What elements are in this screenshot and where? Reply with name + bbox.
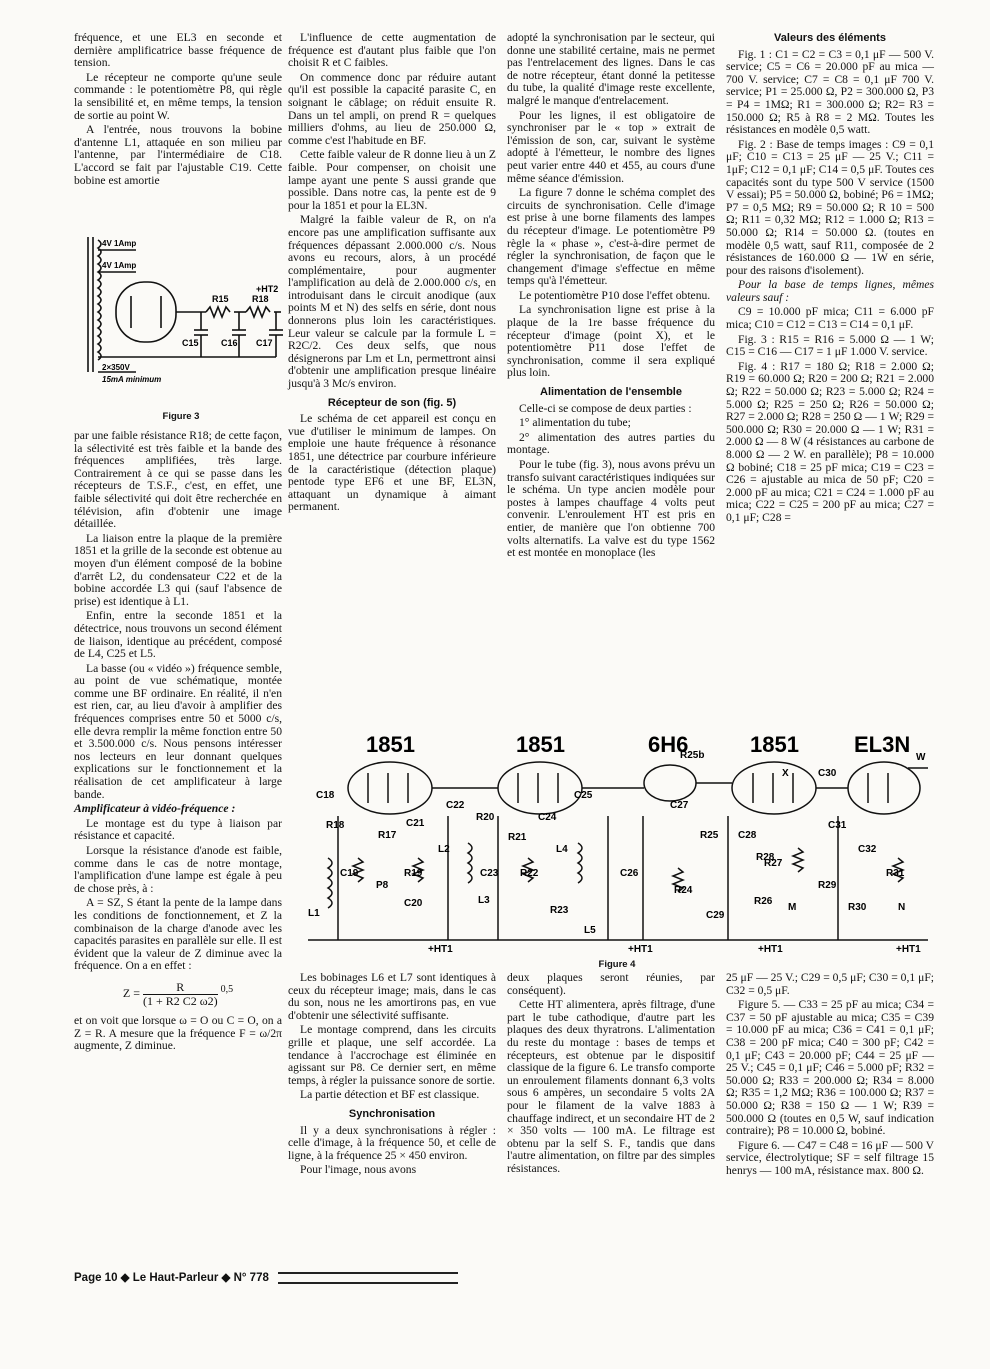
paragraph: adopté la synchronisation par le secteur, qui donne une stabilité certaine, mais ne permet pas l'entrelacement des lignes. Dans le cas de notre récepteur, étant donné la petitesse du tube, la qualité d'image reste excellente, malgré le manque d'entrelacement. <box>507 31 715 107</box>
paragraph: Fig. 1 : C1 = C2 = C3 = 0,1 μF — 500 V. service; C5 = C6 = 20.000 pF au mica — 700 V. service; C7 = C8 = 0,1 μF 700 V. service; P1 = 25.000 Ω, P2 = 300.000 Ω, P3 = P4 = 1MΩ; R1 = 300.000 Ω; R2= R3 = 150.000 Ω; R5 à R8 = 2 MΩ. Toutes les résistances en modèle 0,5 watt. <box>726 47 934 137</box>
paragraph: par une faible résistance R18; de cette façon, la sélectivité est très faible et la bande des fréquences amplifiées, très large. Contrairement à ce qui se passe dans les récepteurs de T.S.F., c'est, en effet, une faible sélectivité qui doit être recherchée en télévision, afin d'obtenir une image détaillée. <box>74 429 282 531</box>
label: 4V 1Amp <box>102 261 137 270</box>
label: +HT1 <box>428 944 453 954</box>
paragraph: Le montage est du type à liaison par résistance et capacité. <box>74 816 282 843</box>
paragraph: A l'entrée, nous trouvons la bobine d'antenne L1, attaquée en son milieu par l'antenne, par l'intermédiaire de C18. L'accord se fait par l'ajustable C19. Cette bobine est amortie <box>74 123 282 187</box>
paragraph: C9 = 10.000 pF mica; C11 = 6.000 pF mica; C10 = C12 = C13 = C14 = 0,1 μF. <box>726 305 934 332</box>
label: R19 <box>404 868 423 879</box>
label: R20 <box>476 812 495 823</box>
label: R29 <box>818 880 837 891</box>
label: R21 <box>508 832 527 843</box>
label: C20 <box>404 898 423 909</box>
section-heading: Alimentation de l'ensemble <box>540 386 682 399</box>
label: W <box>916 752 926 763</box>
figure-3 <box>76 232 286 422</box>
label: C23 <box>480 868 499 879</box>
label: R18 <box>252 294 269 304</box>
label: N <box>898 902 906 913</box>
paragraph: Malgré la faible valeur de R, on n'a encore pas une amplification suffisante aux fréquences dépassant 2.000.000 c/s. Nous avons eu recours, alors, à un procédé complémentaire, pour augmenter l'amplification au delà de 2.000.000 c/s, en introduisant dans le circuit anodique (aux points M et N) des selfs en série, dont nous donnerons plus loin les caractéristiques. Leur valeur se calcule par la formule L = R2C/2. Ces deux selfs, que nous désignerons par Lm et Ln, permettront ainsi d'obtenir une amplification presque linéaire jusqu'à 3 Mc/s environ. <box>288 213 496 391</box>
label: R15 <box>212 294 229 304</box>
label: R30 <box>848 902 867 913</box>
paragraph: Fig. 2 : Base de temps images : C9 = 0,1 μF; C10 = C13 = 25 μF — 25 V.; C11 = 1μF; C12 = 0,1 μF; C14 = 0,5 μF. Toutes ces capacités sont du type 500 V service (1500 V essai); P5 = 50.000 Ω, bobiné; P6 = 1MΩ; P7 = 0,5 MΩ; R9 = 50.000 Ω; R 10 = 500 Ω; R11 = 0,32 MΩ; R12 = 1.000 Ω; R13 = 50.000 Ω; R14 = 50.000 Ω. (toutes en modèle 0,5 watt, sauf R11, composée de 2 résistances de 160.000 Ω — 1W en série, pour des raisons d'isolement). <box>726 137 934 277</box>
paragraph: fréquence, et une EL3 en seconde et dernière amplificatrice basse fréquence de tension. <box>74 31 282 70</box>
formula <box>74 981 282 1007</box>
label: C19 <box>340 868 359 879</box>
paragraph: Les bobinages L6 et L7 sont identiques à ceux du récepteur image; mais, dans le cas du son, nous ne les amortirons pas, en vue d'obtenir une sélectivité suffisante. <box>288 971 496 1022</box>
paragraph: A = SZ, S étant la pente de la lampe dans les conditions de fonctionnement, et Z la combinaison de la charge d'anode avec les capacités parasites en parallèle sur elle. Il est évident que la valeur de Z diminue avec la fréquence. On a en effet : <box>74 896 282 973</box>
label: M <box>788 902 797 913</box>
paragraph: et on voit que lorsque ω = O ou C = O, on a Z = R. A mesure que la fréquence F = ω/2π augmente, Z diminue. <box>74 1014 282 1053</box>
section-heading: Synchronisation <box>348 1107 436 1120</box>
paragraph: Le schéma de cet appareil est conçu en vue d'utiliser le minimum de lampes. On emploie une haute fréquence à résonance 1851, une détectrice par courbure inférieure de la caractéristique (détection plaque) pentode type EF6 et une BF, EL3N, attaquant un dynamique à aimant permanent. <box>288 412 496 514</box>
label: C31 <box>828 820 847 831</box>
col3-top <box>507 32 715 562</box>
label: R31 <box>886 868 905 879</box>
paragraph: Il y a deux synchronisations à régler : celle d'image, à la fréquence 50, et celle de ligne, à la fréquence 25 × 450 environ. <box>288 1123 496 1162</box>
label: P8 <box>376 880 389 891</box>
tube-label: 1851 <box>750 732 799 757</box>
label: C29 <box>706 910 725 921</box>
label: R25b <box>680 750 705 761</box>
paragraph: La synchronisation ligne est prise à la plaque de la 1re basse fréquence du récepteur d'image (point X), et le potentiomètre P11 dose l'effet de synchronisation, comme il sera expliqué plus loin. <box>507 303 715 380</box>
col2-bottom <box>288 972 496 1179</box>
label: L1 <box>308 908 320 919</box>
paragraph: Le récepteur ne comporte qu'une seule commande : le potentiomètre P8, qui règle la sensibilité et, en même temps, la tension de sortie au point W. <box>74 70 282 122</box>
figure-4 <box>298 728 936 970</box>
figure-3-schematic <box>76 232 286 402</box>
paragraph: Pour l'image, nous avons <box>300 1163 417 1177</box>
label: L2 <box>438 844 450 855</box>
label: C26 <box>620 868 639 879</box>
label: L4 <box>556 844 568 855</box>
label: R24 <box>674 885 693 896</box>
label: C18 <box>316 790 335 801</box>
paragraph: Enfin, entre la seconde 1851 et la détectrice, nous trouvons un second élément de liaison, identique au précédent, composé de L4, C25 et L5. <box>74 609 282 661</box>
label: L5 <box>584 925 596 936</box>
label: 4V 1Amp <box>102 239 137 248</box>
col1-bottom <box>74 430 282 1055</box>
footer-text: Page 10 ◆ Le Haut-Parleur ◆ N° 778 <box>74 1272 269 1284</box>
paragraph: Cette faible valeur de R donne lieu à un Z faible. Pour compenser, on choisit une lampe ayant une pente S aussi grande que possible. Dans notre cas, la pente est de 9 pour la 1851 et pour la EL3N. <box>288 148 496 212</box>
paragraph: Fig. 4 : R17 = 180 Ω; R18 = 2.000 Ω; R19 = 60.000 Ω; R20 = 200 Ω; R21 = 2.000 Ω; R22 = 50.000 Ω; R23 = 5.000 Ω; R24 = 5.000 Ω; R25 = 250 Ω; R26 = 50.000 Ω; R27 = 2.000 Ω; R28 = 250 Ω — 1 W; R29 = 500.000 Ω; R30 = 20.000 Ω — 1 W; R31 = 2.000 Ω — 8 W (4 résistances au carbone de 8.000 Ω — 2 W. en parallèle); P8 = 10.000 Ω bobiné; C18 = 25 pF mica; C19 = C23 = C26 = ajustable au mica de 50 pF; C20 = 2.000 pF au mica; C21 = C24 = 1.000 pF au mica; C22 = C25 = 200 pF au mica; C27 = 0,1 μF; C28 = <box>726 359 934 524</box>
label: C28 <box>738 830 757 841</box>
paragraph: Fig. 3 : R15 = R16 = 5.000 Ω — 1 W; C15 = C16 — C17 = 1 μF 1.000 V. service. <box>726 332 934 359</box>
col3-bottom <box>507 972 715 1178</box>
col1-top <box>74 32 282 189</box>
paragraph: Pour la base de temps lignes, mêmes valeurs sauf : <box>726 278 934 304</box>
label: X <box>782 768 789 779</box>
formula-denominator: (1 + R2 C2 ω2) <box>142 993 218 1008</box>
footer-rule <box>278 1272 458 1284</box>
paragraph: Figure 5. — C33 = 25 pF au mica; C34 = C37 = 50 pF ajustable au mica; C35 = C39 = 10.000 pF au mica; C36 = C41 = 0,1 μF; C38 = 200 pF mica; C40 = 300 pF; C42 = 0,1 μF; C43 = 20.000 pF; C44 = 25 μF — 25 V.; C45 = 0,1 μF; C46 = 5.000 pF; R32 = 50.000 Ω; R33 = 200.000 Ω; R34 = 8.000 Ω; R35 = 1,2 MΩ; R36 = 100.000 Ω; R37 = 50.000 Ω; R38 = 150 Ω — 1 W; R39 = 500.000 Ω (toutes en 0,5 W, sauf indication contraire); P8 = 10.000 Ω, bobiné. <box>726 998 934 1138</box>
label: C25 <box>574 790 593 801</box>
label: R28 <box>756 852 775 863</box>
paragraph: deux plaques seront réunies, par conséquent). <box>507 971 715 997</box>
col4-top <box>726 32 934 527</box>
label: C17 <box>256 338 273 348</box>
label: +HT1 <box>628 944 653 954</box>
figure-4-schematic <box>298 728 936 954</box>
paragraph: L'influence de cette augmentation de fréquence est d'autant plus faible que l'on choisit R et C faibles. <box>288 31 496 70</box>
paragraph: La liaison entre la plaque de la première 1851 et la grille de la seconde est obtenue au moyen d'un élément composé de la bobine d'arrêt L2, du condensateur C22 et de la bobine accordée L3 qui (sauf l'absence de prise) est identique à L1. <box>74 531 282 608</box>
paragraph: Cette HT alimentera, après filtrage, d'une part le tube cathodique, d'autre part les plaques des deux thyratrons. L'alimentation du reste du montage : bases de temps et récepteurs, est obtenue par le dispositif classique de la figure 6. Le transfo comporte un enroulement filaments donnant 6,3 volts sous 6 ampères, un secondaire 5 volts 2A pour le filament de la valve 1883 à chauffage indirect, et un secondaire HT de 2 × 350 volts — 100 mA. Le filtrage est obtenu par la self S. F., tandis que dans l'autre alimentation, on filtre par des simples résistances. <box>507 998 715 1175</box>
paragraph: Pour les lignes, il est obligatoire de synchroniser par le « top » extrait de l'émission de son, car, suivant le système adopté à l'émetteur, le nombre des lignes peut varier entre 440 et 455, au cours d'une même séance d'émission. <box>507 108 715 185</box>
page-footer <box>74 1270 934 1284</box>
tube-label: 1851 <box>516 732 565 757</box>
paragraph: Lorsque la résistance d'anode est faible, comme dans le cas de notre montage, l'amplification d'une lampe est égale à peu de chose près, à : <box>74 844 282 895</box>
label: 2×350V <box>102 363 130 372</box>
tube-label: 6H6 <box>648 732 689 757</box>
label: L3 <box>478 895 490 906</box>
col2-top <box>288 32 496 516</box>
formula-exponent: 0,5 <box>220 983 234 995</box>
label: +HT2 <box>256 284 279 294</box>
label: C24 <box>538 812 557 823</box>
paragraph: La partie détection et BF est classique. <box>300 1088 480 1102</box>
label: R18 <box>326 820 345 831</box>
paragraph: Pour le tube (fig. 3), nous avons prévu un transfo suivant caractéristiques indiquées sur le schéma. Un type ancien modèle pour postes à lampes chauffage 4 volts peut convenir. L'enroulement HT est pris en entier, de manière que l'on obtienne 700 volts alternatifs. La valve est du type 1562 et est montée en monoplace (les <box>507 458 715 560</box>
label: R27 <box>764 858 783 869</box>
label: R25 <box>700 830 719 841</box>
paragraph: On commence donc par réduire autant qu'il est possible la capacité parasite C, en soignant le câblage; on réduit ensuite R. Dans un tel ampli, on prend R = quelques milliers d'ohms, au lieu de 250.000 Ω, comme c'est l'habitude en BF. <box>288 70 496 147</box>
label: 15mA minimum <box>102 375 162 384</box>
paragraph: 1° alimentation du tube; <box>519 416 631 430</box>
paragraph: 25 μF — 25 V.; C29 = 0,5 μF; C30 = 0,1 μF; C32 = 0,5 μF. <box>726 971 934 997</box>
label: C30 <box>818 768 837 779</box>
figure-caption: Figure 3 <box>162 411 200 422</box>
label: +HT1 <box>758 944 783 954</box>
label: C22 <box>446 800 465 811</box>
paragraph: La figure 7 donne le schéma complet des circuits de synchronisation. Celle d'image est prise à une borne filaments des lampes du récepteur d'image. Le potentiomètre P9 règle la « phase », c'est-à-dire permet de régler la synchronisation, de façon que le changement d'image s'effectue en même temps qu'à l'émetteur. <box>507 186 715 288</box>
paragraph: 2° alimentation des autres parties du montage. <box>507 430 715 457</box>
label: C15 <box>182 338 199 348</box>
paragraph: Le potentiomètre P10 dose l'effet obtenu. <box>519 288 711 302</box>
label: R22 <box>520 868 539 879</box>
label: +HT1 <box>896 944 921 954</box>
tube-label: 1851 <box>366 732 415 757</box>
paragraph: Figure 6. — C47 = C48 = 16 μF — 500 V service, électrolytique; SF = self filtrage 15 henrys — 100 mA, résistance max. 800 Ω. <box>726 1138 934 1177</box>
label: C27 <box>670 800 689 811</box>
label: R23 <box>550 905 569 916</box>
paragraph: Celle-ci se compose de deux parties : <box>519 401 692 415</box>
section-heading: Récepteur de son (fig. 5) <box>327 396 457 409</box>
tube-label: EL3N <box>854 732 911 757</box>
label: C16 <box>221 338 238 348</box>
paragraph: Le montage comprend, dans les circuits grille et plaque, une self accordée. La tendance à l'accrochage est éliminée en agissant sur P8. Ce dernier sert, en même temps, à régler la puissance sonore de sortie. <box>288 1023 496 1087</box>
paragraph: La basse (ou « vidéo ») fréquence semble, au point de vue schématique, montée comme une BF ordinaire. En réalité, il n'en est rien, car, au lieu d'avoir à amplifier des fréquences comprises entre 50 et 5000 c/s, elle devra remplir la même fonction entre 50 et 3.500.000 c/s. Nous pensons intéresser nos lecteurs en leur donnant quelques explications sur le fonctionnement et la réalisation de cet amplificateur à large bande. <box>74 661 282 801</box>
label: C32 <box>858 844 877 855</box>
col4-bottom <box>726 972 934 1180</box>
label: C21 <box>406 818 425 829</box>
subheading: Amplificateur à vidéo-fréquence : <box>74 802 236 816</box>
section-heading: Valeurs des éléments <box>774 32 886 44</box>
formula-lhs: Z = <box>122 985 140 1000</box>
figure-caption: Figure 4 <box>598 959 636 970</box>
label: R17 <box>378 830 397 841</box>
label: R26 <box>754 896 773 907</box>
formula-numerator: R <box>143 981 218 995</box>
